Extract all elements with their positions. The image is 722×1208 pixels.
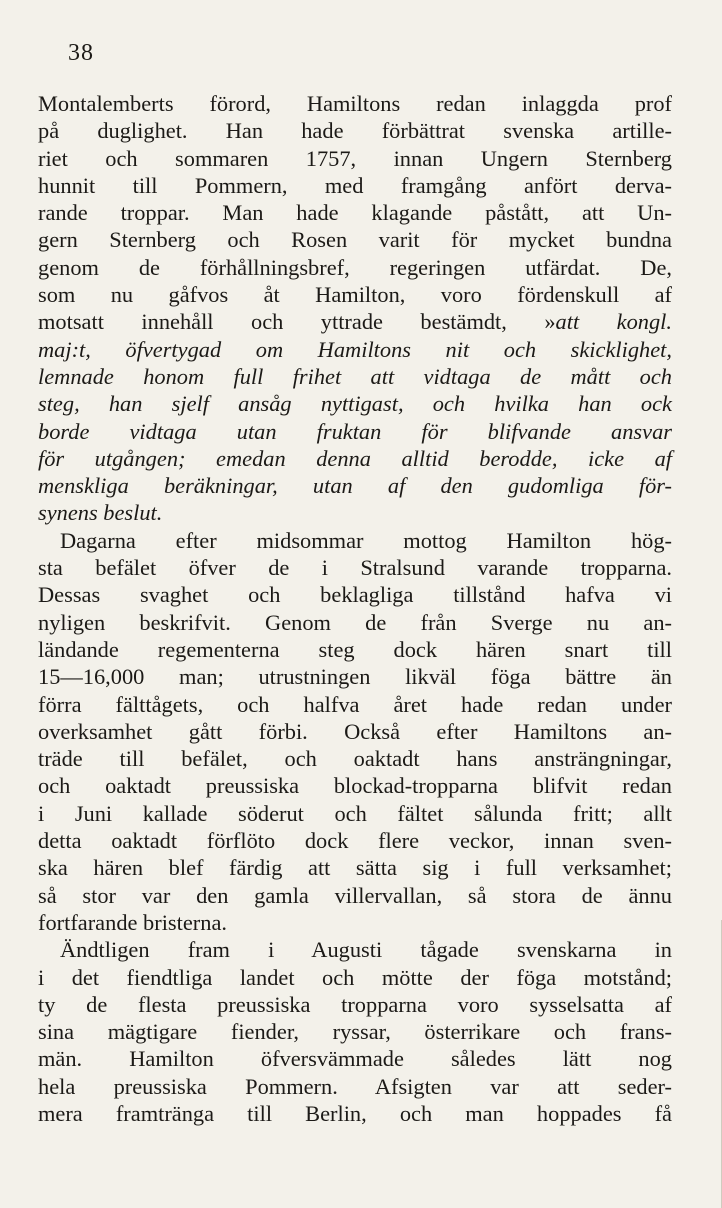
paragraph-3 [38, 936, 672, 1127]
text-line: sta befälet öfver de i Stralsund varande tropparna. [38, 555, 672, 581]
text-line: borde vidtaga utan fruktan för blifvande ansvar [38, 418, 672, 444]
text-line: lemnade honom full frihet att vidtaga de mått och [38, 363, 672, 389]
text-line: sina mägtigare fiender, ryssar, österrikare och frans- [38, 1019, 672, 1045]
text-line: ska hären blef färdig att sätta sig i full verksamhet; [38, 855, 672, 881]
text-line: Montalemberts förord, Hamiltons redan inlaggda prof [38, 91, 672, 116]
text-line: nyligen beskrifvit. Genom de från Sverge nu an- [38, 609, 672, 635]
text-line: och oaktadt preussiska blockad-tropparna blifvit redan [38, 773, 672, 799]
text-line: Dessas svaghet och beklagliga tillstånd hafva vi [38, 582, 672, 608]
text-line: ländande regementerna steg dock hären snart till [38, 636, 672, 662]
text-line: i det fiendtliga landet och mötte der föga motstånd; [38, 964, 672, 990]
text-line: steg, han sjelf ansåg nyttigast, och hvilka han ock [38, 391, 672, 417]
text-line: män. Hamilton öfversvämmade således lätt nog [38, 1046, 672, 1072]
text-line: i Juni kallade söderut och fältet sålunda fritt; allt [38, 800, 672, 826]
text-line: på duglighet. Han hade förbättrat svenska artille- [38, 118, 672, 144]
text-line: fortfarande bristerna. [38, 909, 227, 935]
text-line: ty de flesta preussiska tropparna voro sysselsatta af [38, 991, 672, 1017]
text-line: gern Sternberg och Rosen varit för mycket bundna [38, 227, 672, 253]
text-line: träde till befälet, och oaktadt hans ansträngningar, [38, 746, 672, 772]
text-line: synens beslut. [38, 500, 163, 526]
text-line: för utgången; emedan denna alltid berodde, icke af [38, 445, 672, 471]
text-line: 15—16,000 man; utrustningen likväl föga bättre än [38, 664, 672, 690]
text-line: menskliga beräkningar, utan af den gudomliga för- [38, 473, 672, 499]
paragraph-1 [38, 90, 672, 527]
page-number: 38 [68, 40, 94, 66]
text-line: maj:t, öfvertygad om Hamiltons nit och skicklighet, [38, 336, 672, 362]
text-line: hela preussiska Pommern. Afsigten var att seder- [38, 1073, 672, 1099]
body-text [38, 90, 672, 1127]
text-line: så stor var den gamla villervallan, så stora de ännu [38, 882, 672, 908]
text-line: overksamhet gått förbi. Också efter Hamiltons an- [38, 718, 672, 744]
text-line: detta oaktadt förflöto dock flere veckor, innan sven- [38, 828, 672, 854]
text-line: Ändtligen fram i Augusti tågade svenskarna in [60, 937, 672, 963]
text-line: Dagarna efter midsommar mottog Hamilton hög- [60, 527, 672, 553]
text-line: riet och sommaren 1757, innan Ungern Sternberg [38, 145, 672, 171]
paragraph-2 [38, 527, 672, 936]
text-line: motsatt innehåll och yttrade bestämdt, »att kongl. [38, 309, 672, 335]
text-line: mera framtränga till Berlin, och man hoppades få [38, 1100, 672, 1126]
text-line: hunnit till Pommern, med framgång anfört derva- [38, 172, 672, 198]
text-line: som nu gåfvos åt Hamilton, voro fördenskull af [38, 282, 672, 308]
text-line: genom de förhållningsbref, regeringen utfärdat. De, [38, 254, 672, 280]
text-line: rande troppar. Man hade klagande påstått, att Un- [38, 200, 672, 226]
text-line: förra fälttågets, och halfva året hade redan under [38, 691, 672, 717]
